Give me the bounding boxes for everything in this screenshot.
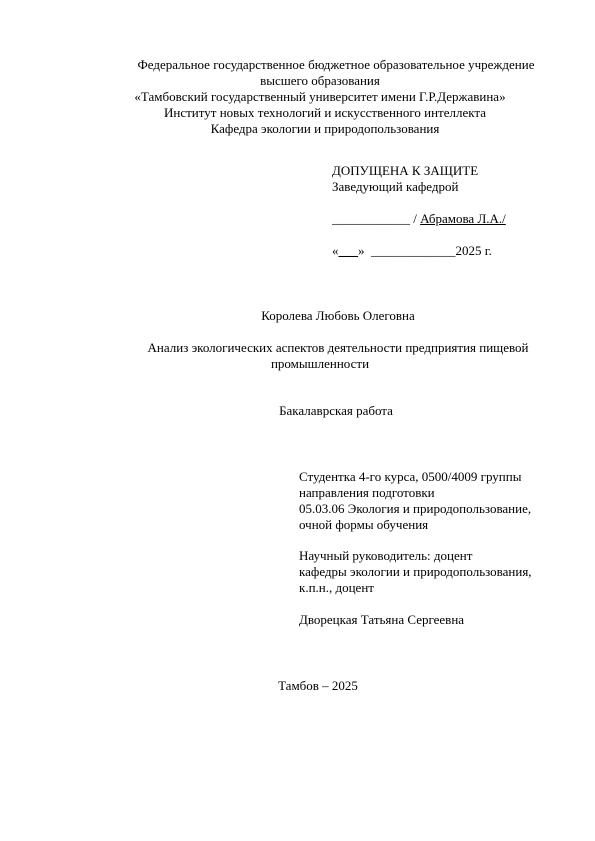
date-open-quote: « (332, 243, 339, 258)
date-close-quote: » (358, 243, 365, 258)
footer-city-year: Тамбов – 2025 (278, 678, 358, 693)
date-month-blank: _____________ (371, 243, 456, 258)
author-name: Королева Любовь Олеговна (261, 308, 415, 323)
header-department-name: Кафедра экологии и природопользования (210, 121, 440, 136)
signature-name: Абрамова Л.А./ (420, 211, 506, 226)
supervisor-line3: к.п.н., доцент (299, 580, 374, 595)
signature-separator: / (410, 211, 421, 226)
approval-title: ДОПУЩЕНА К ЗАЩИТЕ (332, 163, 479, 178)
supervisor-line2: кафедры экологии и природопользования, (299, 564, 532, 579)
header-education-level: высшего образования (260, 73, 380, 88)
approval-position: Заведующий кафедрой (332, 179, 459, 194)
header-institution-type: Федеральное государственное бюджетное образовательное учреждение (137, 57, 535, 72)
header-university-name: «Тамбовский государственный университет имени Г.Р.Державина» (134, 89, 506, 104)
supervisor-line1: Научный руководитель: доцент (299, 548, 473, 563)
signature-blank: ____________ (332, 211, 410, 226)
approval-signature-line (332, 211, 506, 227)
thesis-title-line2: промышленности (270, 356, 370, 371)
supervisor-name: Дворецкая Татьяна Сергеевна (299, 612, 465, 627)
header-institute-name: Институт новых технологий и искусственного интеллекта (164, 105, 486, 120)
thesis-title-line1: Анализ экологических аспектов деятельности предприятия пищевой (147, 340, 529, 355)
student-info-line1: Студентка 4-го курса, 0500/4009 группы (299, 469, 522, 484)
student-info-line2: направления подготовки (299, 485, 435, 500)
date-day-blank: ___ (338, 243, 358, 258)
approval-date-line (332, 243, 492, 259)
student-info-line4: очной формы обучения (299, 517, 429, 532)
date-year: 2025 г. (455, 243, 492, 258)
student-info-line3: 05.03.06 Экология и природопользование, (299, 501, 532, 516)
thesis-type: Бакалаврская работа (279, 403, 393, 418)
